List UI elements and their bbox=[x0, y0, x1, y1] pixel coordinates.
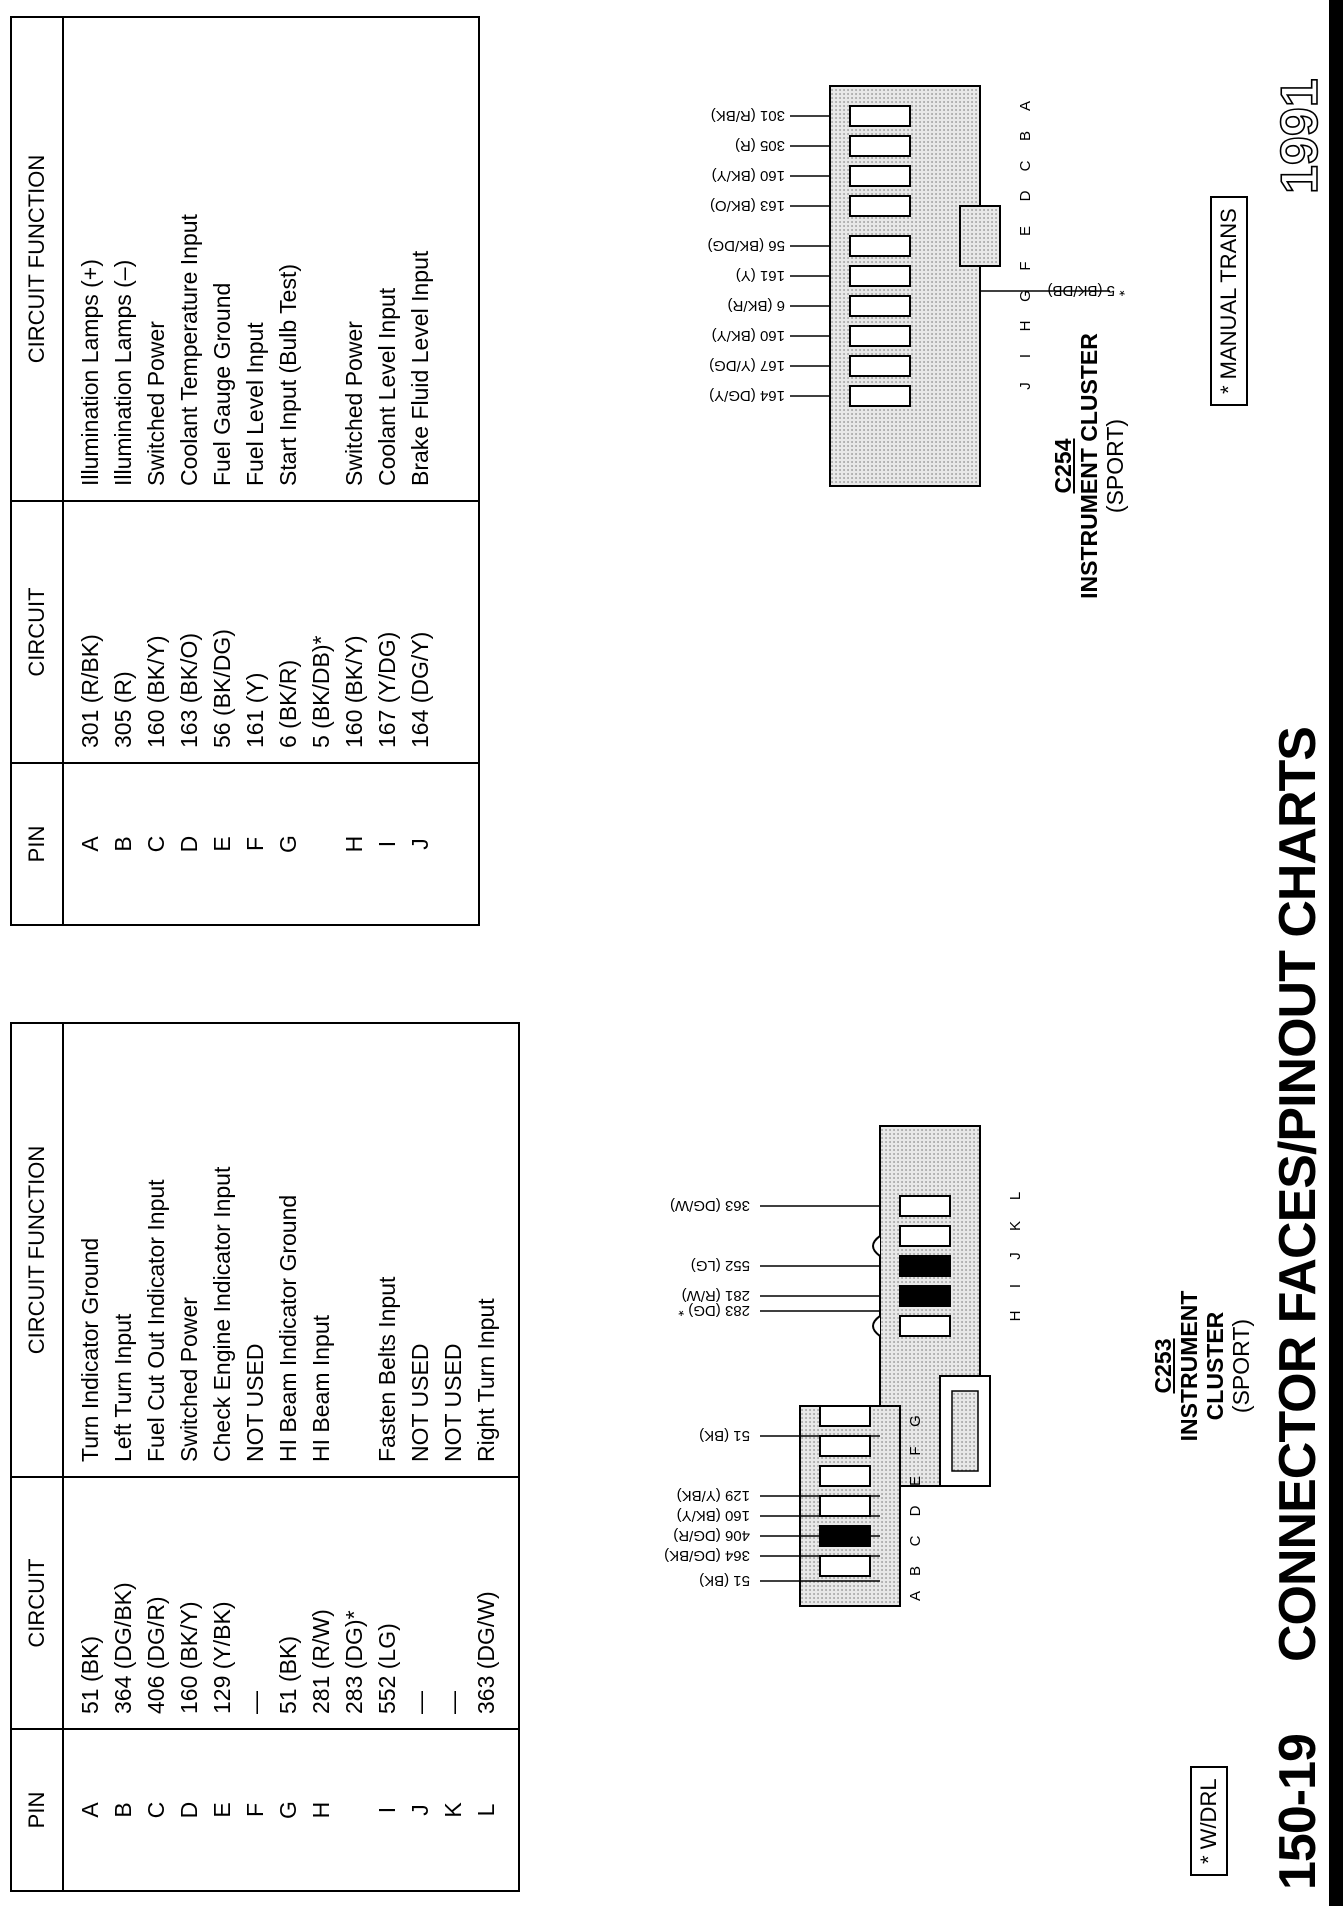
c254-pin-column bbox=[63, 763, 479, 925]
c254-extra-wire-label: * 5 (BK/DB) bbox=[1047, 282, 1125, 299]
c254-cavity bbox=[850, 266, 910, 286]
c253-cell-circuit: 552 (LG) bbox=[374, 1623, 400, 1714]
c254-cavity bbox=[850, 196, 910, 216]
c253-cavity bbox=[900, 1256, 950, 1276]
year-label: 1991 bbox=[1271, 78, 1329, 194]
c254-cell-circuit: 5 (BK/DB)* bbox=[308, 635, 334, 748]
c253-cell-function: NOT USED bbox=[242, 1343, 268, 1462]
c253-cell-function: Fuel Cut Out Indicator Input bbox=[143, 1179, 169, 1462]
c254-cell-pin: J bbox=[407, 838, 433, 850]
c253-cell-function: HI Beam Input bbox=[308, 1314, 334, 1462]
c253-cell-function: Switched Power bbox=[176, 1297, 202, 1462]
c253-cavity bbox=[820, 1556, 870, 1576]
c254-cell-pin bbox=[305, 778, 338, 910]
c253-pin-letter: L bbox=[1007, 1191, 1024, 1201]
c253-wire-label: 552 (LG) bbox=[690, 1257, 750, 1274]
c253-pin-letter: C bbox=[907, 1535, 924, 1547]
c254-cell-pin: B bbox=[110, 836, 136, 852]
c253-latch-inner bbox=[952, 1391, 978, 1471]
c254-wire-label: 161 (Y) bbox=[735, 267, 785, 284]
c253-cell-function: HI Beam Indicator Ground bbox=[275, 1194, 301, 1462]
c254-cell-function: Switched Power bbox=[341, 321, 367, 486]
c254-cell-circuit: 301 (R/BK) bbox=[77, 634, 103, 748]
c253-wire-label: 364 (DG/BK) bbox=[664, 1547, 750, 1564]
c254-label bbox=[1050, 326, 1128, 606]
c253-cell-circuit: 406 (DG/R) bbox=[143, 1596, 169, 1714]
c253-cavity bbox=[820, 1406, 870, 1426]
c253-cell-pin: H bbox=[308, 1801, 334, 1819]
c254-pinout-table bbox=[10, 16, 480, 926]
c253-cell-circuit: 281 (R/W) bbox=[308, 1609, 334, 1714]
c253-sub: (SPORT) bbox=[1228, 1318, 1254, 1414]
c253-cavity bbox=[820, 1436, 870, 1456]
c253-wire-label: 51 (BK) bbox=[699, 1427, 750, 1444]
c253-cell-function bbox=[338, 1038, 371, 1462]
c254-cell-circuit: 167 (Y/DG) bbox=[374, 631, 400, 748]
header-rule bbox=[1329, 0, 1343, 1906]
c254-pin-letter: I bbox=[1017, 353, 1034, 359]
c253-cell-function: NOT USED bbox=[407, 1343, 433, 1462]
c254-cell-function: Brake Fluid Level Input bbox=[407, 250, 433, 486]
c254-pin-letter: J bbox=[1017, 382, 1034, 390]
c253-wire-label: 281 (R/W) bbox=[681, 1287, 750, 1304]
c254-header-circuit: CIRCUIT bbox=[11, 501, 63, 763]
c253-cell-pin bbox=[338, 1744, 371, 1876]
c254-header-pin: PIN bbox=[11, 763, 63, 925]
c253-pin-letter: A bbox=[907, 1590, 924, 1602]
c253-key-notch bbox=[873, 1236, 880, 1256]
c254-wire-label: 160 (BK/Y) bbox=[711, 167, 785, 184]
c254-pin-letter: A bbox=[1017, 100, 1034, 112]
page-number: 150-19 bbox=[1269, 1734, 1327, 1890]
c253-label bbox=[1150, 1236, 1254, 1496]
c253-cell-pin: K bbox=[440, 1802, 466, 1818]
c253-pin-letter: G bbox=[907, 1415, 924, 1427]
c253-pin-letter: J bbox=[1007, 1252, 1024, 1260]
c254-cell-pin: G bbox=[275, 835, 301, 853]
page-title: CONNECTOR FACES/PINOUT CHARTS bbox=[1269, 727, 1327, 1662]
c253-cell-function: Turn Indicator Ground bbox=[77, 1237, 103, 1462]
c254-housing bbox=[830, 86, 1000, 486]
c253-circuit-column bbox=[63, 1477, 519, 1729]
c253-cell-pin: C bbox=[143, 1801, 169, 1819]
c253-cell-circuit: 51 (BK) bbox=[77, 1636, 103, 1714]
c253-pinout-table bbox=[10, 1022, 520, 1892]
c254-cell-function: Coolant Temperature Input bbox=[176, 214, 202, 486]
c254-cell-pin: C bbox=[143, 835, 169, 853]
c254-cavity bbox=[850, 106, 910, 126]
c253-pin-column bbox=[63, 1729, 519, 1891]
c253-id: C253 bbox=[1150, 1338, 1176, 1394]
c253-pin-letter: H bbox=[1007, 1310, 1024, 1322]
c254-pin-letter: D bbox=[1017, 190, 1034, 202]
c254-table-header bbox=[11, 17, 63, 925]
c253-header-function: CIRCUIT FUNCTION bbox=[11, 1023, 63, 1477]
c254-cell-pin: I bbox=[374, 840, 400, 848]
c253-pin-letter: B bbox=[907, 1565, 924, 1577]
c253-cell-function: Fasten Belts Input bbox=[374, 1276, 400, 1462]
c253-connector-diagram bbox=[664, 1036, 1200, 1636]
c254-cell-pin: H bbox=[341, 835, 367, 853]
c253-wire-label: 363 (DG/W) bbox=[669, 1197, 750, 1214]
c254-cell-pin: D bbox=[176, 835, 202, 853]
c253-cell-pin: L bbox=[473, 1803, 499, 1817]
c253-cell-pin: J bbox=[407, 1804, 433, 1816]
c254-wire-label: 167 (Y/DG) bbox=[709, 357, 785, 374]
c254-cell-circuit: 56 (BK/DG) bbox=[209, 629, 235, 748]
note-manual-trans: * MANUAL TRANS bbox=[1210, 196, 1248, 406]
c254-cell-circuit: 163 (BK/O) bbox=[176, 632, 202, 748]
c253-cell-circuit: 160 (BK/Y) bbox=[176, 1601, 202, 1714]
c254-cell-circuit: 164 (DG/Y) bbox=[407, 631, 433, 748]
c253-cell-pin: I bbox=[374, 1806, 400, 1814]
c253-cell-circuit: — bbox=[440, 1691, 466, 1714]
c254-wire-label: 301 (R/BK) bbox=[710, 107, 785, 124]
c254-cell-circuit: 305 (R) bbox=[110, 671, 136, 748]
c254-pin-letter: F bbox=[1017, 261, 1034, 271]
c254-cavity bbox=[850, 326, 910, 346]
c254-sub: (SPORT) bbox=[1102, 418, 1128, 514]
c254-cell-function: Coolant Level Input bbox=[374, 287, 400, 486]
c253-header-circuit: CIRCUIT bbox=[11, 1477, 63, 1729]
c253-pin-letter: F bbox=[907, 1446, 924, 1456]
c254-cell-function: Switched Power bbox=[143, 321, 169, 486]
c254-cell-circuit: 161 (Y) bbox=[242, 672, 268, 748]
c253-cell-function: Check Engine Indicator Input bbox=[209, 1166, 235, 1462]
c254-cell-circuit: 160 (BK/Y) bbox=[143, 635, 169, 748]
c254-id: C254 bbox=[1050, 438, 1076, 494]
c253-cell-circuit: 129 (Y/BK) bbox=[209, 1601, 235, 1714]
c253-cell-function: Left Turn Input bbox=[110, 1313, 136, 1462]
c254-wire-label: 56 (BK/DG) bbox=[707, 237, 785, 254]
c253-wire-label: 129 (Y/BK) bbox=[676, 1487, 750, 1504]
c254-circuit-column bbox=[63, 501, 479, 763]
c254-cell-circuit: 160 (BK/Y) bbox=[341, 635, 367, 748]
c253-pin-letter: D bbox=[907, 1505, 924, 1517]
c253-wire-label: 51 (BK) bbox=[699, 1572, 750, 1589]
c253-cell-pin: G bbox=[275, 1801, 301, 1819]
c254-cavity bbox=[850, 166, 910, 186]
c253-top-pin-letters bbox=[1007, 1192, 1024, 1322]
c253-table-header bbox=[11, 1023, 63, 1891]
c253-header-pin: PIN bbox=[11, 1729, 63, 1891]
c253-cavity bbox=[900, 1316, 950, 1336]
c253-table-body bbox=[63, 1023, 519, 1891]
c253-wire-label: 160 (BK/Y) bbox=[676, 1507, 750, 1524]
c253-housing bbox=[800, 1126, 990, 1606]
c253-cell-circuit: 363 (DG/W) bbox=[473, 1591, 499, 1714]
c254-name: INSTRUMENT CLUSTER bbox=[1076, 333, 1102, 599]
c254-cavity bbox=[850, 236, 910, 256]
c254-cavity bbox=[850, 136, 910, 156]
c254-pin-letter: B bbox=[1017, 130, 1034, 142]
c253-pin-letter: E bbox=[907, 1475, 924, 1487]
c254-cell-function: Illumination Lamps (+) bbox=[77, 259, 103, 486]
c253-cell-circuit: — bbox=[242, 1691, 268, 1714]
c254-cell-pin: A bbox=[77, 836, 103, 852]
c254-pin-letter: G bbox=[1017, 290, 1034, 302]
c253-cell-pin: F bbox=[242, 1802, 268, 1818]
c253-cavity bbox=[820, 1496, 870, 1516]
c254-cavity bbox=[850, 386, 910, 406]
c254-cavity bbox=[850, 356, 910, 376]
c253-wire-label: 406 (DG/R) bbox=[673, 1527, 750, 1544]
c254-cavity bbox=[850, 296, 910, 316]
c253-cell-circuit: 364 (DG/BK) bbox=[110, 1582, 136, 1714]
c254-cell-function: Fuel Gauge Ground bbox=[209, 282, 235, 486]
c253-cavity bbox=[900, 1226, 950, 1246]
c253-cell-function: NOT USED bbox=[440, 1343, 466, 1462]
c254-cell-function: Illumination Lamps (–) bbox=[110, 259, 136, 486]
c253-pin-letter: K bbox=[1007, 1220, 1024, 1232]
c253-function-column bbox=[63, 1023, 519, 1477]
c253-cell-circuit: 283 (DG)* bbox=[341, 1610, 367, 1714]
c254-cell-pin: F bbox=[242, 836, 268, 852]
c253-cell-pin: E bbox=[209, 1802, 235, 1818]
c253-key-notch bbox=[873, 1316, 880, 1336]
c253-cavity bbox=[900, 1286, 950, 1306]
c253-pin-letter: I bbox=[1007, 1283, 1024, 1289]
c254-wire-label: 160 (BK/Y) bbox=[711, 327, 785, 344]
c254-cell-function: Fuel Level Input bbox=[242, 322, 268, 486]
c254-pin-letters bbox=[1017, 101, 1034, 390]
c254-wire-label: 305 (R) bbox=[734, 137, 785, 154]
c253-cell-pin: B bbox=[110, 1802, 136, 1818]
c254-wire-label: 164 (DG/Y) bbox=[709, 387, 785, 404]
c254-wire-label: 163 (BK/O) bbox=[709, 197, 785, 214]
c254-cell-circuit: 6 (BK/R) bbox=[275, 659, 301, 748]
note-w-drl: * W/DRL bbox=[1190, 1766, 1228, 1876]
c254-cell-function bbox=[305, 32, 338, 486]
c253-cell-circuit: — bbox=[407, 1691, 433, 1714]
c253-cell-circuit: 51 (BK) bbox=[275, 1636, 301, 1714]
c254-latch-tab bbox=[960, 206, 1000, 266]
c253-name: INSTRUMENT CLUSTER bbox=[1176, 1290, 1228, 1442]
c253-wire-label: 283 (DG) * bbox=[678, 1302, 750, 1319]
c253-cavity bbox=[820, 1466, 870, 1486]
c254-pin-letter: H bbox=[1017, 320, 1034, 332]
c254-pin-letter: C bbox=[1017, 160, 1034, 172]
c254-table-body bbox=[63, 17, 479, 925]
c254-wire-label: 6 (BK/R) bbox=[727, 297, 785, 314]
c253-cell-function: Right Turn Input bbox=[473, 1298, 499, 1462]
c254-header-function: CIRCUIT FUNCTION bbox=[11, 17, 63, 501]
c254-function-column bbox=[63, 17, 479, 501]
c253-cell-pin: A bbox=[77, 1802, 103, 1818]
c254-pin-letter: E bbox=[1017, 225, 1034, 237]
c253-cavity bbox=[900, 1196, 950, 1216]
c253-cell-pin: D bbox=[176, 1801, 202, 1819]
c254-cell-function: Start Input (Bulb Test) bbox=[275, 263, 301, 486]
c254-cell-pin: E bbox=[209, 836, 235, 852]
